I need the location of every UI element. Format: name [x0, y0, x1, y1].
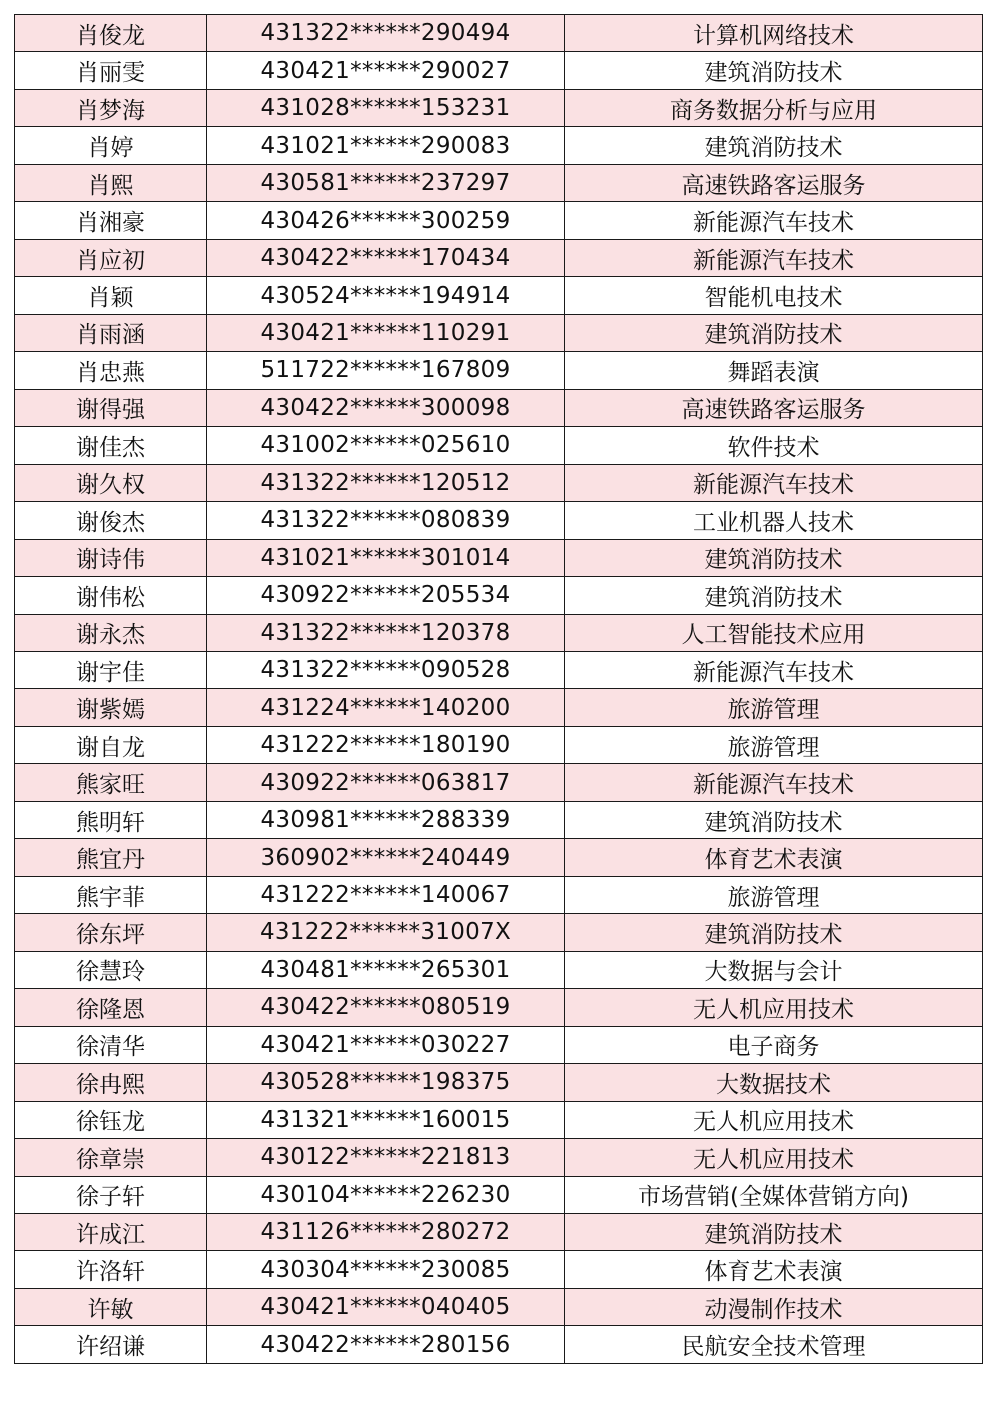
- id-number-cell: 431222******180190: [207, 726, 565, 763]
- id-number-cell: 430528******198375: [207, 1064, 565, 1101]
- name-cell: 肖熙: [15, 164, 207, 201]
- major-cell: 旅游管理: [565, 689, 983, 726]
- name-cell: 徐清华: [15, 1026, 207, 1063]
- name-cell: 谢自龙: [15, 726, 207, 763]
- table-row: [15, 951, 983, 988]
- major-cell: 新能源汽车技术: [565, 464, 983, 501]
- name-cell: 谢俊杰: [15, 502, 207, 539]
- major-cell: 无人机应用技术: [565, 1139, 983, 1176]
- major-cell: 高速铁路客运服务: [565, 164, 983, 201]
- id-number-cell: 431028******153231: [207, 89, 565, 126]
- table-row: [15, 764, 983, 801]
- id-number-cell: 430922******063817: [207, 764, 565, 801]
- name-cell: 熊宇菲: [15, 876, 207, 913]
- table-row: [15, 876, 983, 913]
- name-cell: 徐东坪: [15, 914, 207, 951]
- name-cell: 徐章崇: [15, 1139, 207, 1176]
- major-cell: 市场营销(全媒体营销方向): [565, 1176, 983, 1213]
- name-cell: 谢紫嫣: [15, 689, 207, 726]
- major-cell: 无人机应用技术: [565, 989, 983, 1026]
- major-cell: 人工智能技术应用: [565, 614, 983, 651]
- id-number-cell: 431322******290494: [207, 15, 565, 52]
- id-number-cell: 431021******290083: [207, 127, 565, 164]
- name-cell: 谢诗伟: [15, 539, 207, 576]
- name-cell: 熊家旺: [15, 764, 207, 801]
- id-number-cell: 431322******090528: [207, 651, 565, 688]
- table-row: [15, 1026, 983, 1063]
- name-cell: 徐子轩: [15, 1176, 207, 1213]
- id-number-cell: 431224******140200: [207, 689, 565, 726]
- table-row: [15, 914, 983, 951]
- major-cell: 建筑消防技术: [565, 914, 983, 951]
- name-cell: 许绍谦: [15, 1326, 207, 1363]
- major-cell: 体育艺术表演: [565, 1251, 983, 1288]
- table-row: [15, 577, 983, 614]
- id-number-cell: 430421******030227: [207, 1026, 565, 1063]
- table-row: [15, 1139, 983, 1176]
- id-number-cell: 430581******237297: [207, 164, 565, 201]
- table-row: [15, 202, 983, 239]
- major-cell: 电子商务: [565, 1026, 983, 1063]
- name-cell: 肖忠燕: [15, 352, 207, 389]
- major-cell: 无人机应用技术: [565, 1101, 983, 1138]
- name-cell: 熊宜丹: [15, 839, 207, 876]
- table-row: [15, 277, 983, 314]
- student-table: [14, 14, 983, 1364]
- id-number-cell: 431126******280272: [207, 1214, 565, 1251]
- table-row: [15, 1214, 983, 1251]
- table-row: [15, 726, 983, 763]
- table-row: [15, 801, 983, 838]
- table-row: [15, 614, 983, 651]
- major-cell: 旅游管理: [565, 876, 983, 913]
- major-cell: 建筑消防技术: [565, 577, 983, 614]
- name-cell: 徐冉熙: [15, 1064, 207, 1101]
- id-number-cell: 431322******120378: [207, 614, 565, 651]
- table-row: [15, 389, 983, 426]
- name-cell: 谢宇佳: [15, 651, 207, 688]
- id-number-cell: 430422******300098: [207, 389, 565, 426]
- name-cell: 肖俊龙: [15, 15, 207, 52]
- table-row: [15, 52, 983, 89]
- major-cell: 高速铁路客运服务: [565, 389, 983, 426]
- major-cell: 建筑消防技术: [565, 539, 983, 576]
- major-cell: 建筑消防技术: [565, 52, 983, 89]
- table-row: [15, 314, 983, 351]
- id-number-cell: 430422******080519: [207, 989, 565, 1026]
- table-row: [15, 164, 983, 201]
- id-number-cell: 430422******280156: [207, 1326, 565, 1363]
- table-row: [15, 89, 983, 126]
- name-cell: 谢得强: [15, 389, 207, 426]
- id-number-cell: 430524******194914: [207, 277, 565, 314]
- name-cell: 肖雨涵: [15, 314, 207, 351]
- major-cell: 新能源汽车技术: [565, 239, 983, 276]
- id-number-cell: 430421******110291: [207, 314, 565, 351]
- id-number-cell: 431002******025610: [207, 427, 565, 464]
- table-row: [15, 127, 983, 164]
- major-cell: 建筑消防技术: [565, 1214, 983, 1251]
- major-cell: 工业机器人技术: [565, 502, 983, 539]
- major-cell: 体育艺术表演: [565, 839, 983, 876]
- name-cell: 肖梦海: [15, 89, 207, 126]
- name-cell: 肖应初: [15, 239, 207, 276]
- name-cell: 徐隆恩: [15, 989, 207, 1026]
- table-row: [15, 1288, 983, 1325]
- major-cell: 计算机网络技术: [565, 15, 983, 52]
- id-number-cell: 430922******205534: [207, 577, 565, 614]
- table-row: [15, 1176, 983, 1213]
- table-row: [15, 689, 983, 726]
- id-number-cell: 431321******160015: [207, 1101, 565, 1138]
- table-row: [15, 464, 983, 501]
- id-number-cell: 430422******170434: [207, 239, 565, 276]
- name-cell: 谢永杰: [15, 614, 207, 651]
- id-number-cell: 430426******300259: [207, 202, 565, 239]
- table-row: [15, 839, 983, 876]
- major-cell: 民航安全技术管理: [565, 1326, 983, 1363]
- name-cell: 许成江: [15, 1214, 207, 1251]
- table-row: [15, 539, 983, 576]
- id-number-cell: 431222******140067: [207, 876, 565, 913]
- id-number-cell: 511722******167809: [207, 352, 565, 389]
- id-number-cell: 430104******226230: [207, 1176, 565, 1213]
- name-cell: 许洛轩: [15, 1251, 207, 1288]
- name-cell: 徐慧玲: [15, 951, 207, 988]
- major-cell: 旅游管理: [565, 726, 983, 763]
- table-row: [15, 1101, 983, 1138]
- name-cell: 肖湘豪: [15, 202, 207, 239]
- table-row: [15, 1064, 983, 1101]
- id-number-cell: 360902******240449: [207, 839, 565, 876]
- name-cell: 肖颖: [15, 277, 207, 314]
- major-cell: 新能源汽车技术: [565, 651, 983, 688]
- major-cell: 商务数据分析与应用: [565, 89, 983, 126]
- id-number-cell: 430421******290027: [207, 52, 565, 89]
- major-cell: 建筑消防技术: [565, 314, 983, 351]
- id-number-cell: 430122******221813: [207, 1139, 565, 1176]
- major-cell: 建筑消防技术: [565, 801, 983, 838]
- name-cell: 谢佳杰: [15, 427, 207, 464]
- major-cell: 动漫制作技术: [565, 1288, 983, 1325]
- id-number-cell: 431322******120512: [207, 464, 565, 501]
- major-cell: 新能源汽车技术: [565, 202, 983, 239]
- table-row: [15, 1326, 983, 1363]
- table-row: [15, 651, 983, 688]
- table-body: [15, 15, 983, 1364]
- table-row: [15, 239, 983, 276]
- name-cell: 许敏: [15, 1288, 207, 1325]
- major-cell: 舞蹈表演: [565, 352, 983, 389]
- table-row: [15, 427, 983, 464]
- major-cell: 建筑消防技术: [565, 127, 983, 164]
- id-number-cell: 431021******301014: [207, 539, 565, 576]
- table-row: [15, 502, 983, 539]
- name-cell: 肖婷: [15, 127, 207, 164]
- name-cell: 谢久权: [15, 464, 207, 501]
- major-cell: 新能源汽车技术: [565, 764, 983, 801]
- id-number-cell: 431322******080839: [207, 502, 565, 539]
- name-cell: 谢伟松: [15, 577, 207, 614]
- name-cell: 熊明轩: [15, 801, 207, 838]
- major-cell: 智能机电技术: [565, 277, 983, 314]
- major-cell: 大数据技术: [565, 1064, 983, 1101]
- major-cell: 大数据与会计: [565, 951, 983, 988]
- id-number-cell: 430421******040405: [207, 1288, 565, 1325]
- table-row: [15, 989, 983, 1026]
- table-row: [15, 1251, 983, 1288]
- table-row: [15, 15, 983, 52]
- id-number-cell: 430981******288339: [207, 801, 565, 838]
- major-cell: 软件技术: [565, 427, 983, 464]
- id-number-cell: 430481******265301: [207, 951, 565, 988]
- name-cell: 徐钰龙: [15, 1101, 207, 1138]
- id-number-cell: 431222******31007X: [207, 914, 565, 951]
- table-row: [15, 352, 983, 389]
- name-cell: 肖丽雯: [15, 52, 207, 89]
- id-number-cell: 430304******230085: [207, 1251, 565, 1288]
